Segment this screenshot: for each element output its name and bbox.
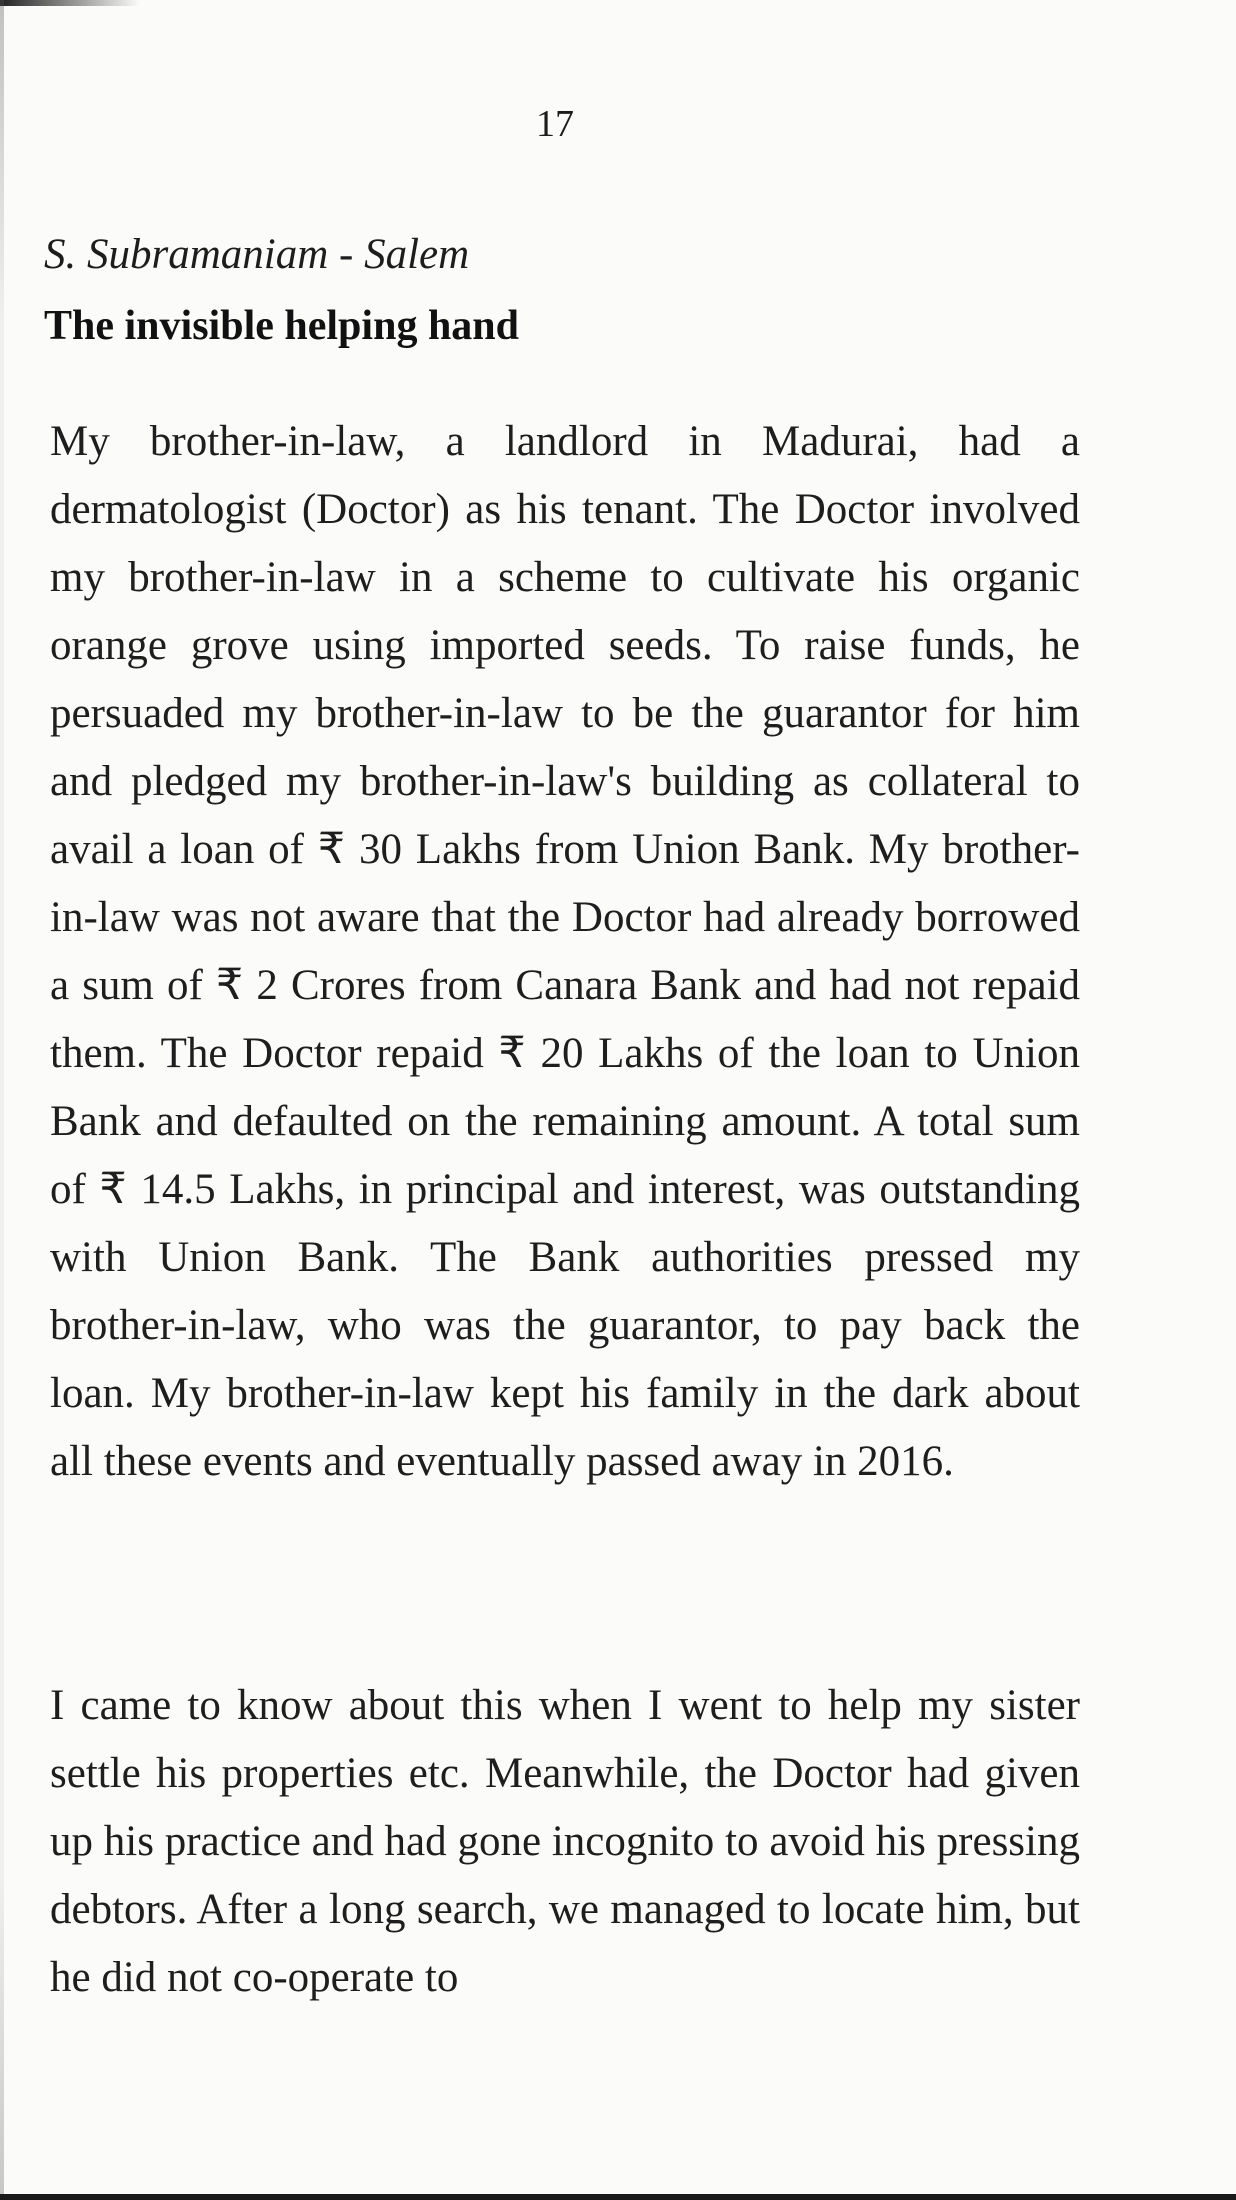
- page-bottom-edge: [0, 2194, 1236, 2200]
- paragraph-1: My brother-in-law, a landlord in Madurai, had a dermatologist (Doctor) as his tenant. The Doctor involved my brother-in-law in a scheme to cultivate his organic orange grove using imported seeds. To raise funds, he persuaded my brother-in-law to be the guarantor for him and pledged my brother-in-law's building as collateral to avail a loan of ₹ 30 Lakhs from Union Bank. My brother-in-law was not aware that the Doctor had already borrowed a sum of ₹ 2 Crores from Canara Bank and had not repaid them. The Doctor repaid ₹ 20 Lakhs of the loan to Union Bank and defaulted on the remaining amount. A total sum of ₹ 14.5 Lakhs, in principal and interest, was outstanding with Union Bank. The Bank authorities pressed my brother-in-law, who was the guarantor, to pay back the loan. My brother-in-law kept his family in the dark about all these events and eventually passed away in 2016.: [50, 418, 1080, 1485]
- page-binding-shadow: [0, 0, 4, 2200]
- paragraph-2: I came to know about this when I went to help my sister settle his properties etc. Meanwhile, the Doctor had given up his practice and had gone incognito to avoid his pressing debtors. After a long search, we managed to locate him, but he did not co-operate to: [50, 1682, 1080, 2001]
- story-title: The invisible helping hand: [44, 303, 520, 349]
- page-number: 17: [536, 103, 574, 145]
- page-edge-shadow: [0, 0, 140, 6]
- author-byline: S. Subramaniam - Salem: [44, 231, 470, 278]
